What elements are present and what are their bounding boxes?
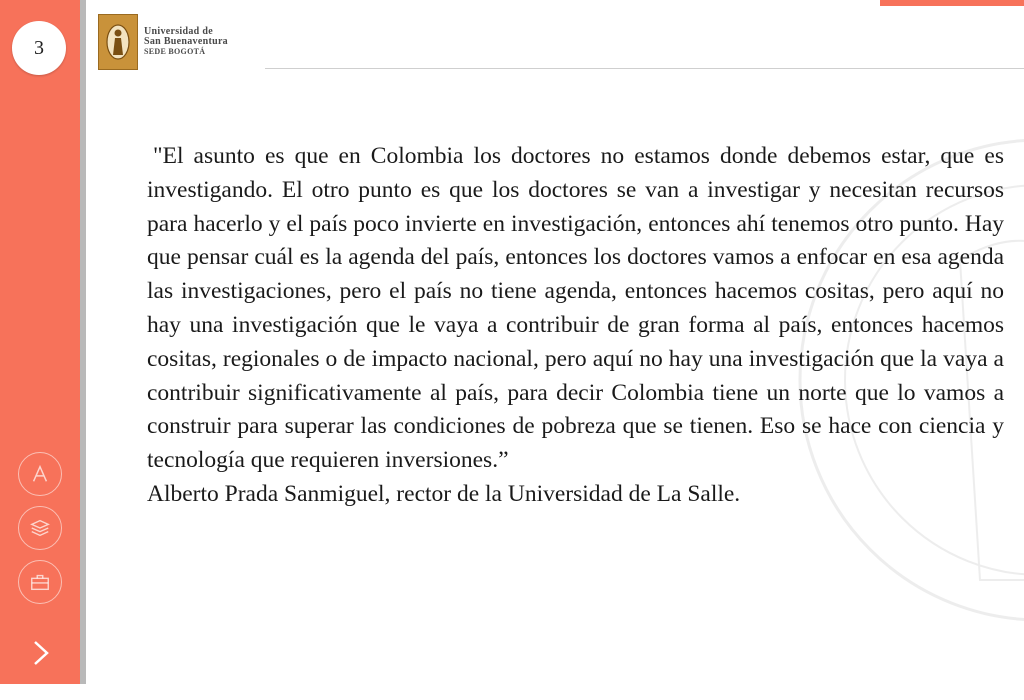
sidebar-edge xyxy=(80,0,86,684)
font-icon[interactable] xyxy=(18,452,62,496)
chevron-right-icon[interactable] xyxy=(30,638,52,668)
crest-figure xyxy=(105,22,131,62)
font-icon-glyph xyxy=(29,463,51,485)
logo-line-1: Universidad de xyxy=(144,26,213,37)
briefcase-icon-glyph xyxy=(29,571,51,593)
logo-text xyxy=(144,27,228,57)
logo-line-2: San Buenaventura xyxy=(144,36,228,47)
layers-icon[interactable] xyxy=(18,506,62,550)
quote-attribution: Alberto Prada Sanmiguel, rector de la Universidad de La Salle. xyxy=(147,480,741,507)
layers-icon-glyph xyxy=(29,517,51,539)
logo-line-3: SEDE BOGOTÁ xyxy=(144,47,206,56)
sidebar xyxy=(0,0,80,684)
briefcase-icon[interactable] xyxy=(18,560,62,604)
quote-text: "El asunto es que en Colombia los doctores no estamos donde debemos estar, que es investigando. El otro punto es que los doctores se van a investigar y necesitan recursos para hacerlo y el país poco invierte en investigación, entonces ahí tenemos otro punto. Hay que pensar cuál es la agenda del país, entonces los doctores vamos a enfocar en esa agenda las investigaciones, pero el país no tiene agenda, entonces hacemos cositas, pero aquí no hay una investigación que le vaya a contribuir de gran forma al país, entonces hacemos cositas, regionales o de impacto nacional, pero aquí no hay una investigación que la vaya a contribuir significativamente al país, para decir Colombia tiene un norte que lo vamos a construir para superar las condiciones de pobreza que se tienen. Eso se hace con ciencia y tecnología que requieren inversiones.” xyxy=(147,143,1004,474)
top-accent-bar xyxy=(880,0,1024,6)
crest-icon xyxy=(98,14,138,70)
university-logo xyxy=(98,14,228,70)
slide-content xyxy=(147,140,1004,512)
page-number-badge: 3 xyxy=(12,21,66,75)
